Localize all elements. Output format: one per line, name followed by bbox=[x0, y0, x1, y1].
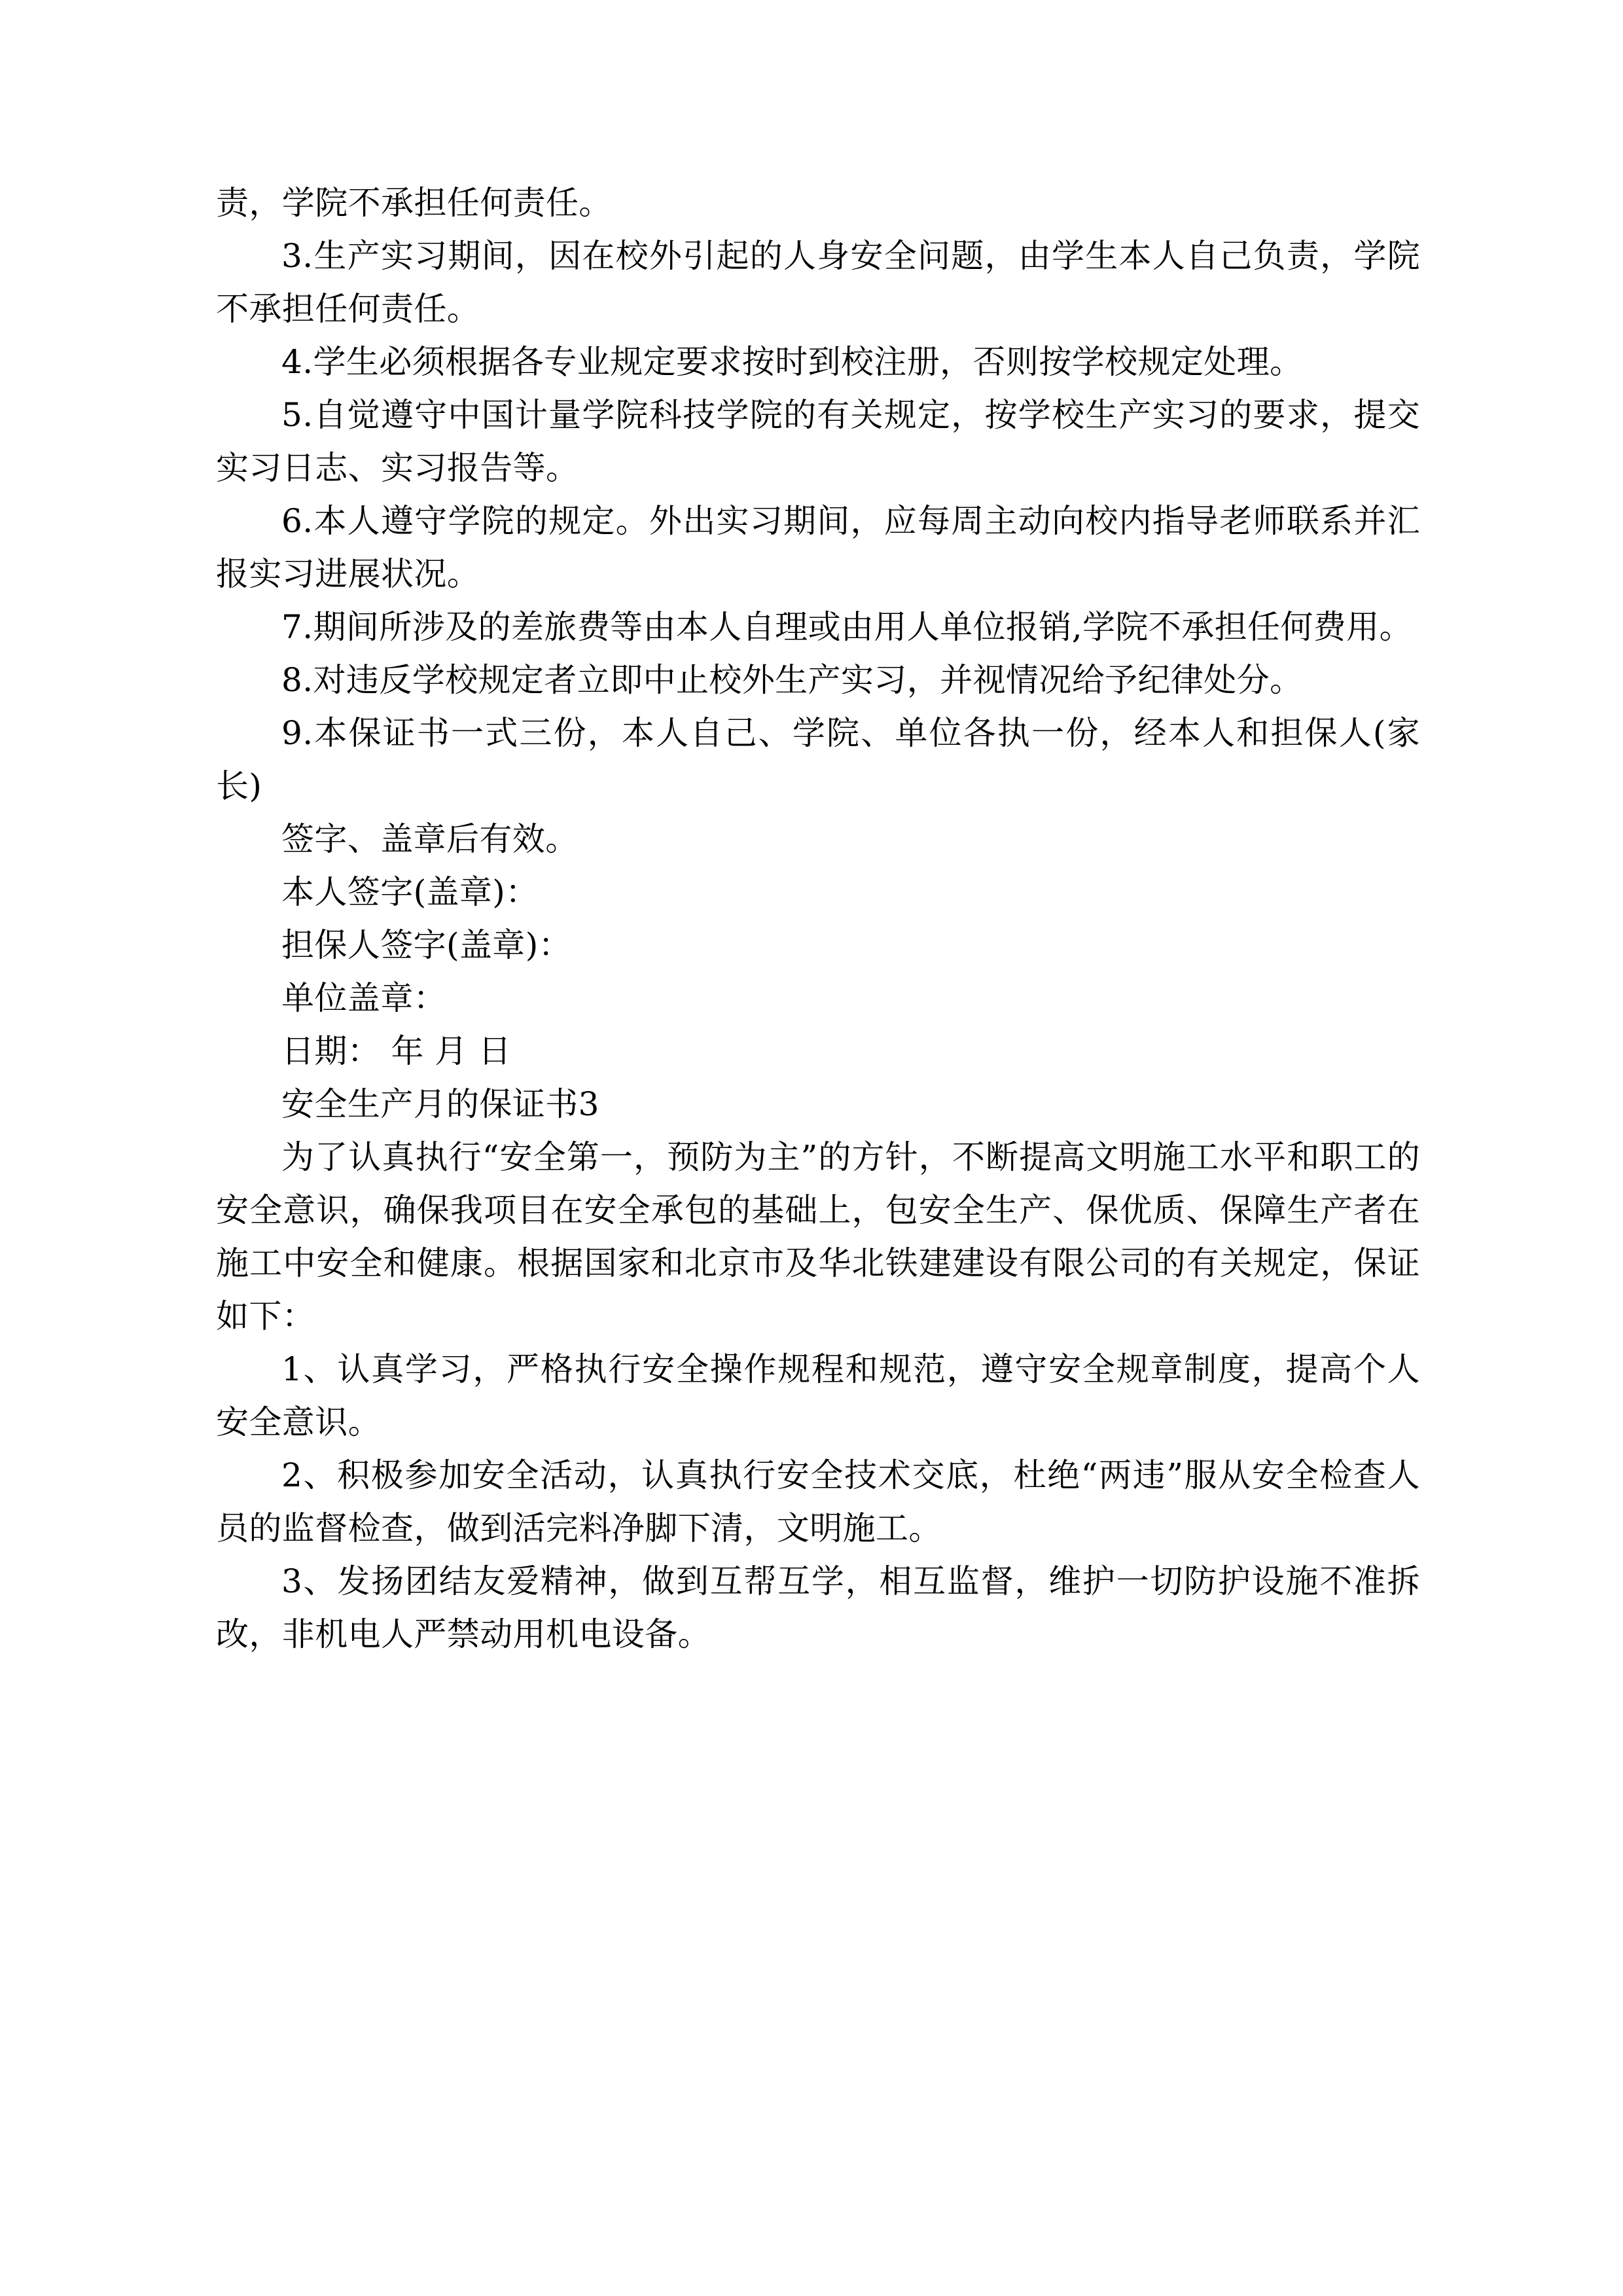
paragraph-guarantor-signature: 担保人签字(盖章)： bbox=[281, 926, 572, 964]
paragraph-promise-1: 1、认真学习，严格执行安全操作规程和规范，遵守安全规章制度，提高个人安全意识。 bbox=[216, 1350, 1420, 1441]
paragraph-self-signature: 本人签字(盖章)： bbox=[281, 873, 539, 911]
paragraph-item-7: 7.期间所涉及的差旅费等由本人自理或由用人单位报销,学院不承担任何费用。 bbox=[281, 608, 1412, 646]
paragraph-unit-seal: 单位盖章： bbox=[281, 979, 446, 1017]
paragraph-item-4: 4.学生必须根据各专业规定要求按时到校注册，否则按学校规定处理。 bbox=[281, 343, 1303, 381]
paragraph-item-9: 9.本保证书一式三份，本人自己、学院、单位各执一份，经本人和担保人(家长) bbox=[216, 714, 1420, 805]
paragraph-promise-2: 2、积极参加安全活动，认真执行安全技术交底，杜绝“两违”服从安全检查人员的监督检查，做到活完料净脚下清，文明施工。 bbox=[216, 1456, 1420, 1547]
document-body bbox=[216, 177, 1420, 1661]
paragraph-date-line: 日期： 年 月 日 bbox=[281, 1032, 512, 1070]
paragraph-promise-3: 3、发扬团结友爱精神，做到互帮互学，相互监督，维护一切防护设施不准拆改，非机电人严禁动用机电设备。 bbox=[216, 1562, 1420, 1653]
paragraph-continuation: 责，学院不承担任何责任。 bbox=[216, 184, 612, 222]
paragraph-item-3: 3.生产实习期间，因在校外引起的人身安全问题，由学生本人自己负责，学院不承担任何责任。 bbox=[216, 237, 1420, 328]
section-title: 安全生产月的保证书3 bbox=[281, 1085, 599, 1123]
paragraph-preamble: 为了认真执行“安全第一，预防为主”的方针，不断提高文明施工水平和职工的安全意识，确保我项目在安全承包的基础上，包安全生产、保优质、保障生产者在施工中安全和健康。根据国家和北京市及华北铁建建设有限公司的有关规定，保证如下： bbox=[216, 1138, 1420, 1335]
paragraph-item-5: 5.自觉遵守中国计量学院科技学院的有关规定，按学校生产实习的要求，提交实习日志、实习报告等。 bbox=[216, 396, 1420, 487]
paragraph-signature-note: 签字、盖章后有效。 bbox=[281, 820, 579, 858]
paragraph-item-8: 8.对违反学校规定者立即中止校外生产实习，并视情况给予纪律处分。 bbox=[281, 661, 1303, 699]
paragraph-item-6: 6.本人遵守学院的规定。外出实习期间，应每周主动向校内指导老师联系并汇报实习进展状况。 bbox=[216, 502, 1420, 593]
